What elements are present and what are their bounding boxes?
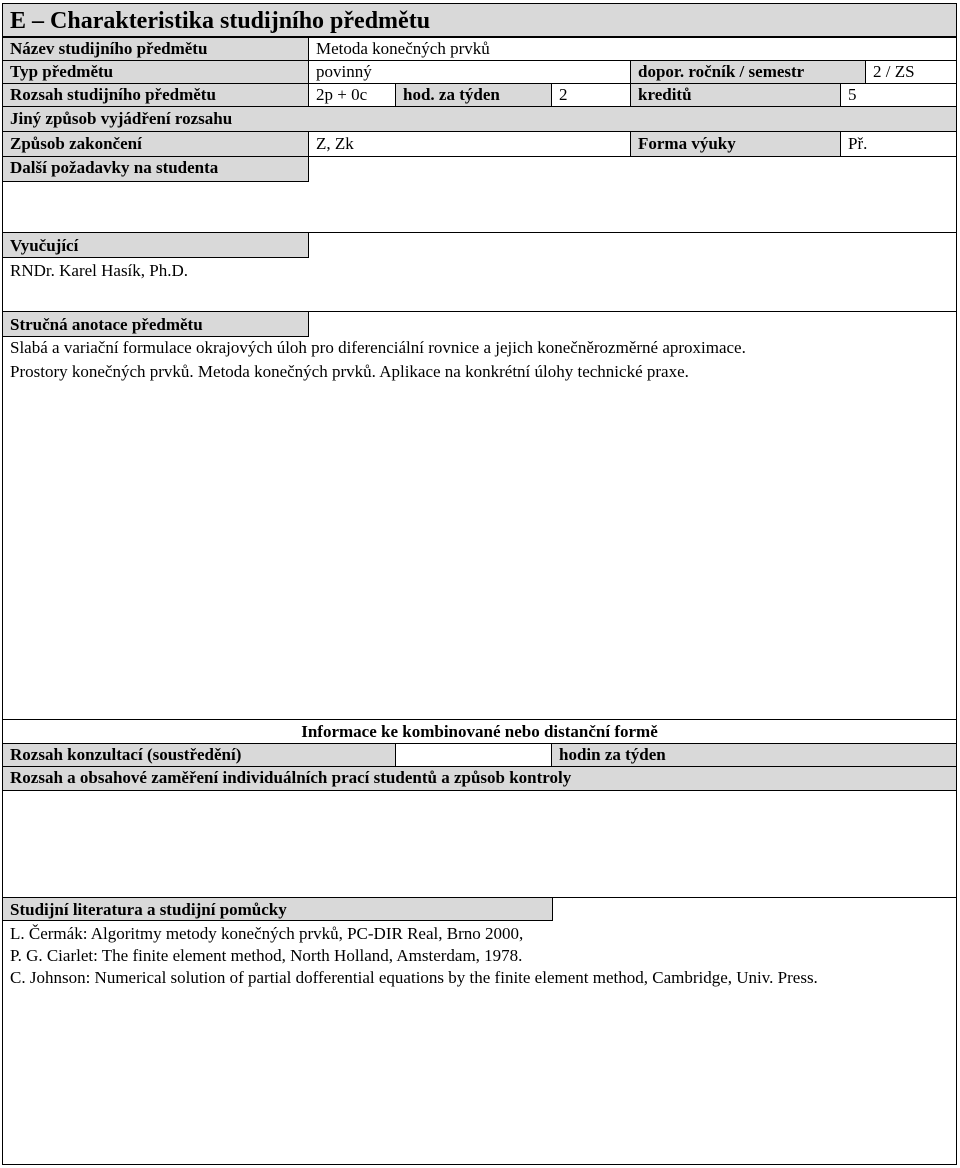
scope-value: 2p + 0c bbox=[316, 85, 368, 104]
scope-label: Rozsah studijního předmětu bbox=[10, 85, 216, 104]
other-scope-label: Jiný způsob vyjádření rozsahu bbox=[10, 109, 233, 128]
individual-label: Rozsah a obsahové zaměření individuálních prací studentů a způsob kontroly bbox=[10, 768, 572, 787]
teaching-form-label: Forma výuky bbox=[638, 134, 736, 153]
requirements-label: Další požadavky na studenta bbox=[10, 158, 219, 177]
annotation-label: Stručná anotace předmětu bbox=[10, 315, 203, 334]
course-type-label: Typ předmětu bbox=[10, 62, 114, 81]
hours-week-value: 2 bbox=[559, 85, 568, 104]
distance-heading: Informace ke kombinované nebo distanční formě bbox=[301, 722, 658, 741]
credits-value-cell bbox=[840, 83, 957, 107]
teaching-form-value: Př. bbox=[848, 134, 868, 153]
individual-content bbox=[2, 790, 957, 898]
page-title: E – Charakteristika studijního předmětu bbox=[10, 8, 431, 34]
completion-value: Z, Zk bbox=[316, 134, 354, 153]
annotation-line: Prostory konečných prvků. Metoda konečných prvků. Aplikace na konkrétní úlohy technické praxe. bbox=[10, 362, 689, 381]
course-type-value: povinný bbox=[316, 62, 372, 81]
completion-value-cell bbox=[308, 131, 631, 157]
annotation-line: Slabá a variační formulace okrajových úloh pro diferenciální rovnice a jejich konečněrozměrné aproximace. bbox=[10, 338, 746, 357]
literature-label: Studijní literatura a studijní pomůcky bbox=[10, 900, 287, 919]
consult-label: Rozsah konzultací (soustředění) bbox=[10, 745, 242, 764]
course-name-label: Název studijního předmětu bbox=[10, 39, 208, 58]
literature-item: L. Čermák: Algoritmy metody konečných prvků, PC-DIR Real, Brno 2000, bbox=[10, 924, 524, 943]
completion-label: Způsob zakončení bbox=[10, 134, 142, 153]
consult-value-cell bbox=[395, 743, 552, 767]
course-name-value: Metoda konečných prvků bbox=[316, 39, 490, 58]
credits-value: 5 bbox=[848, 85, 857, 104]
literature-item: P. G. Ciarlet: The finite element method, North Holland, Amsterdam, 1978. bbox=[10, 946, 523, 965]
teacher-name: RNDr. Karel Hasík, Ph.D. bbox=[10, 261, 189, 280]
teachers-label: Vyučující bbox=[10, 236, 79, 255]
literature-item: C. Johnson: Numerical solution of partial dofferential equations by the finite element method, Cambridge, Univ. Press. bbox=[10, 968, 818, 987]
year-semester-label: dopor. ročník / semestr bbox=[638, 62, 805, 81]
year-semester-value: 2 / ZS bbox=[873, 62, 915, 81]
hours-week-label: hod. za týden bbox=[403, 85, 500, 104]
consult-unit: hodin za týden bbox=[559, 745, 666, 764]
credits-label: kreditů bbox=[638, 85, 692, 104]
